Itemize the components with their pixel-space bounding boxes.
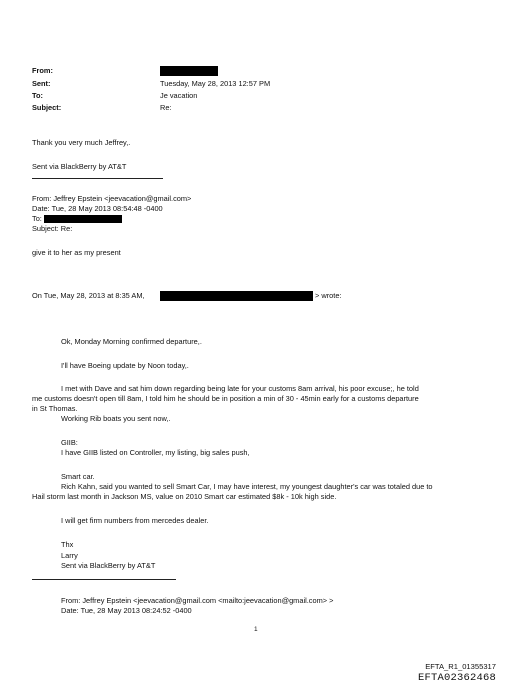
quote-smartcar-line1: Rich Kahn, said you wanted to sell Smart Car, I may have interest, my youngest daughter's car was totaled due to xyxy=(61,482,433,491)
redaction-from xyxy=(160,66,218,76)
quote-intro-end: > wrote: xyxy=(315,291,342,300)
quote-giib-head: GIIB: xyxy=(61,438,78,447)
quote-p3-line2: me customs doesn't open till 8am, I told him he should be in position a min of 30 - 45min early for a customs departure xyxy=(32,394,419,403)
redaction-sender xyxy=(160,291,313,301)
fwd2-date: Date: Tue, 28 May 2013 08:24:52 -0400 xyxy=(61,606,192,615)
quote-p2: I'll have Boeing update by Noon today,. xyxy=(61,361,189,370)
to-value: Je vacation xyxy=(160,91,198,100)
separator-rule-2 xyxy=(32,579,176,580)
subject-label: Subject: xyxy=(32,103,62,112)
quote-smartcar-line2: Hail storm last month in Jackson MS, value on 2010 Smart car estimated $8k - 10k high side. xyxy=(32,492,337,501)
quote-giib-text: I have GIIB listed on Controller, my listing, big sales push, xyxy=(61,448,250,457)
fwd1-subject: Subject: Re: xyxy=(32,224,73,233)
quote-p7: I will get firm numbers from mercedes dealer. xyxy=(61,516,209,525)
quote-name: Larry xyxy=(61,551,78,560)
quote-intro-start: On Tue, May 28, 2013 at 8:35 AM, xyxy=(32,291,145,300)
quote-signature: Sent via BlackBerry by AT&T xyxy=(61,561,156,570)
quote-thx: Thx xyxy=(61,540,74,549)
quote-p3-line3: in St Thomas. xyxy=(32,404,78,413)
bates-number-2: EFTA02362468 xyxy=(417,672,496,684)
from-label: From: xyxy=(32,66,53,75)
fwd2-from: From: Jeffrey Epstein <jeevacation@gmail.com <mailto:jeevacation@gmail.com> > xyxy=(61,596,334,605)
redaction-to xyxy=(44,215,122,223)
reply-signature: Sent via BlackBerry by AT&T xyxy=(32,162,127,171)
fwd1-body: give it to her as my present xyxy=(32,248,121,257)
quote-p3-line1: I met with Dave and sat him down regarding being late for your customs 8am arrival, his poor excuse;, he told xyxy=(61,384,419,393)
to-label: To: xyxy=(32,91,43,100)
fwd1-date: Date: Tue, 28 May 2013 08:54:48 -0400 xyxy=(32,204,163,213)
fwd1-from: From: Jeffrey Epstein <jeevacation@gmail.com> xyxy=(32,194,192,203)
sent-label: Sent: xyxy=(32,79,51,88)
fwd1-to: To: xyxy=(32,214,42,223)
bates-number-1: EFTA_R1_01355317 xyxy=(425,662,496,671)
quote-p1: Ok, Monday Morning confirmed departure,. xyxy=(61,337,202,346)
quote-smartcar-head: Smart car. xyxy=(61,472,95,481)
quote-p4: Working Rib boats you sent now,. xyxy=(61,414,171,423)
sent-value: Tuesday, May 28, 2013 12:57 PM xyxy=(160,79,271,88)
reply-text: Thank you very much Jeffrey,. xyxy=(32,138,131,147)
separator-rule-1 xyxy=(32,178,163,179)
subject-value: Re: xyxy=(160,103,172,112)
page-number: 1 xyxy=(254,626,258,633)
